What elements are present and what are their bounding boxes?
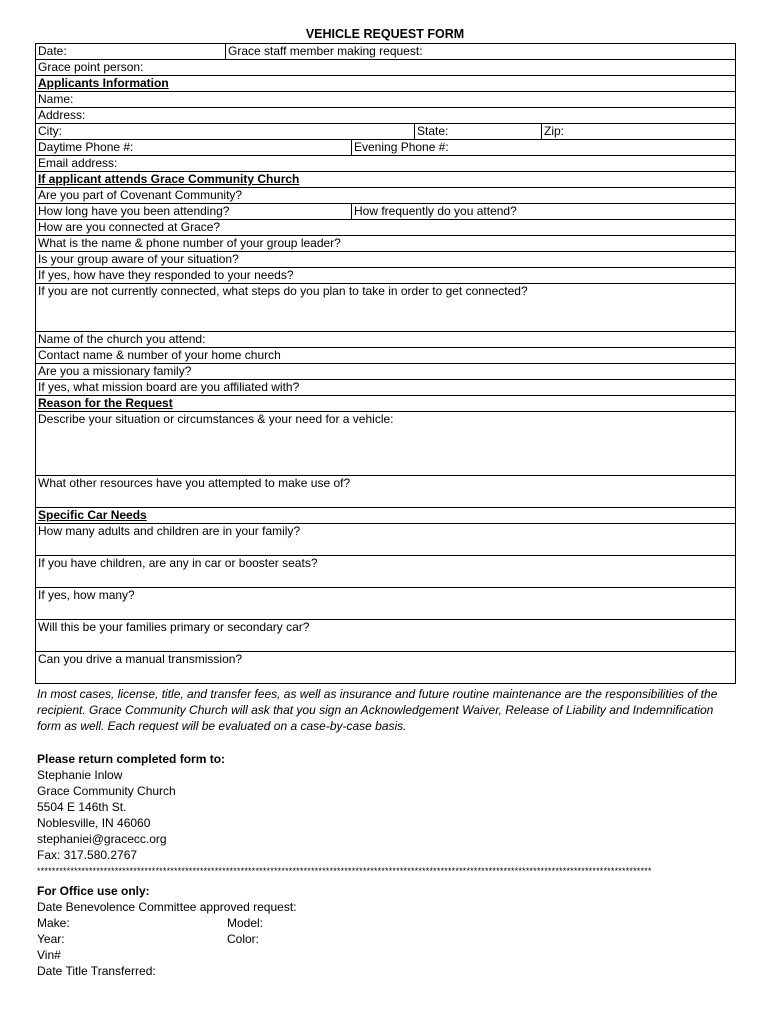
return-name: Stephanie Inlow xyxy=(37,768,123,782)
name-field[interactable]: Name: xyxy=(36,92,736,108)
primary-secondary-field[interactable]: Will this be your families primary or secondary car? xyxy=(36,620,736,652)
responsibility-note: In most cases, license, title, and transfer fees, as well as insurance and future routine maintenance are the responsibilities of the recipient. Grace Community Church will ask that you sign an Acknowledgement Waiver, Release of Liability and Indemnification form as well. Each request will be evaluated on a case-by-case basis. xyxy=(37,687,718,733)
attending-duration-field[interactable]: How long have you been attending? xyxy=(36,204,352,220)
return-org: Grace Community Church xyxy=(37,784,176,798)
office-use-block xyxy=(37,883,437,979)
form-title: VEHICLE REQUEST FORM xyxy=(305,27,465,41)
address-field[interactable]: Address: xyxy=(36,108,736,124)
title-transferred-field[interactable]: Date Title Transferred: xyxy=(37,964,156,978)
point-person-field[interactable]: Grace point person: xyxy=(36,60,736,76)
vin-field[interactable]: Vin# xyxy=(37,948,61,962)
return-email[interactable]: stephaniei@gracecc.org xyxy=(37,832,167,846)
office-heading: For Office use only: xyxy=(37,884,150,898)
applicant-section-heading: Applicants Information xyxy=(36,76,736,92)
evening-phone-field[interactable]: Evening Phone #: xyxy=(352,140,736,156)
vehicle-request-table xyxy=(35,43,736,684)
missionary-family-field[interactable]: Are you a missionary family? xyxy=(36,364,736,380)
approved-date-field[interactable]: Date Benevolence Committee approved request: xyxy=(37,900,297,914)
return-address-block xyxy=(37,751,225,863)
daytime-phone-field[interactable]: Daytime Phone #: xyxy=(36,140,352,156)
email-field[interactable]: Email address: xyxy=(36,156,736,172)
group-leader-field[interactable]: What is the name & phone number of your group leader? xyxy=(36,236,736,252)
state-field[interactable]: State: xyxy=(415,124,542,140)
make-field[interactable]: Make: xyxy=(37,916,70,930)
car-needs-section-heading: Specific Car Needs xyxy=(36,508,736,524)
divider: ********************************************************************************************************************************************************************** xyxy=(37,866,652,876)
home-church-contact-field[interactable]: Contact name & number of your home church xyxy=(36,348,736,364)
return-street: 5504 E 146th St. xyxy=(37,800,127,814)
situation-field[interactable]: Describe your situation or circumstances & your need for a vehicle: xyxy=(36,412,736,476)
seat-count-field[interactable]: If yes, how many? xyxy=(36,588,736,620)
return-heading: Please return completed form to: xyxy=(37,752,226,766)
color-field[interactable]: Color: xyxy=(227,932,260,946)
reason-section-heading: Reason for the Request xyxy=(36,396,736,412)
group-response-field[interactable]: If yes, how have they responded to your needs? xyxy=(36,268,736,284)
connection-plan-field[interactable]: If you are not currently connected, what steps do you plan to take in order to get connected? xyxy=(36,284,736,332)
date-field[interactable]: Date: xyxy=(36,44,226,60)
staff-member-field[interactable]: Grace staff member making request: xyxy=(226,44,736,60)
family-size-field[interactable]: How many adults and children are in your family? xyxy=(36,524,736,556)
zip-field[interactable]: Zip: xyxy=(542,124,736,140)
group-aware-field[interactable]: Is your group aware of your situation? xyxy=(36,252,736,268)
grace-section-heading: If applicant attends Grace Community Church xyxy=(36,172,736,188)
resources-field[interactable]: What other resources have you attempted to make use of? xyxy=(36,476,736,508)
mission-board-field[interactable]: If yes, what mission board are you affiliated with? xyxy=(36,380,736,396)
car-seats-field[interactable]: If you have children, are any in car or booster seats? xyxy=(36,556,736,588)
city-field[interactable]: City: xyxy=(36,124,415,140)
church-name-field[interactable]: Name of the church you attend: xyxy=(36,332,736,348)
covenant-community-field[interactable]: Are you part of Covenant Community? xyxy=(36,188,736,204)
return-fax: Fax: 317.580.2767 xyxy=(37,848,138,862)
model-field[interactable]: Model: xyxy=(227,916,264,930)
return-city: Noblesville, IN 46060 xyxy=(37,816,151,830)
grace-connection-field[interactable]: How are you connected at Grace? xyxy=(36,220,736,236)
year-field[interactable]: Year: xyxy=(37,932,65,946)
attend-frequency-field[interactable]: How frequently do you attend? xyxy=(352,204,736,220)
manual-transmission-field[interactable]: Can you drive a manual transmission? xyxy=(36,652,736,684)
